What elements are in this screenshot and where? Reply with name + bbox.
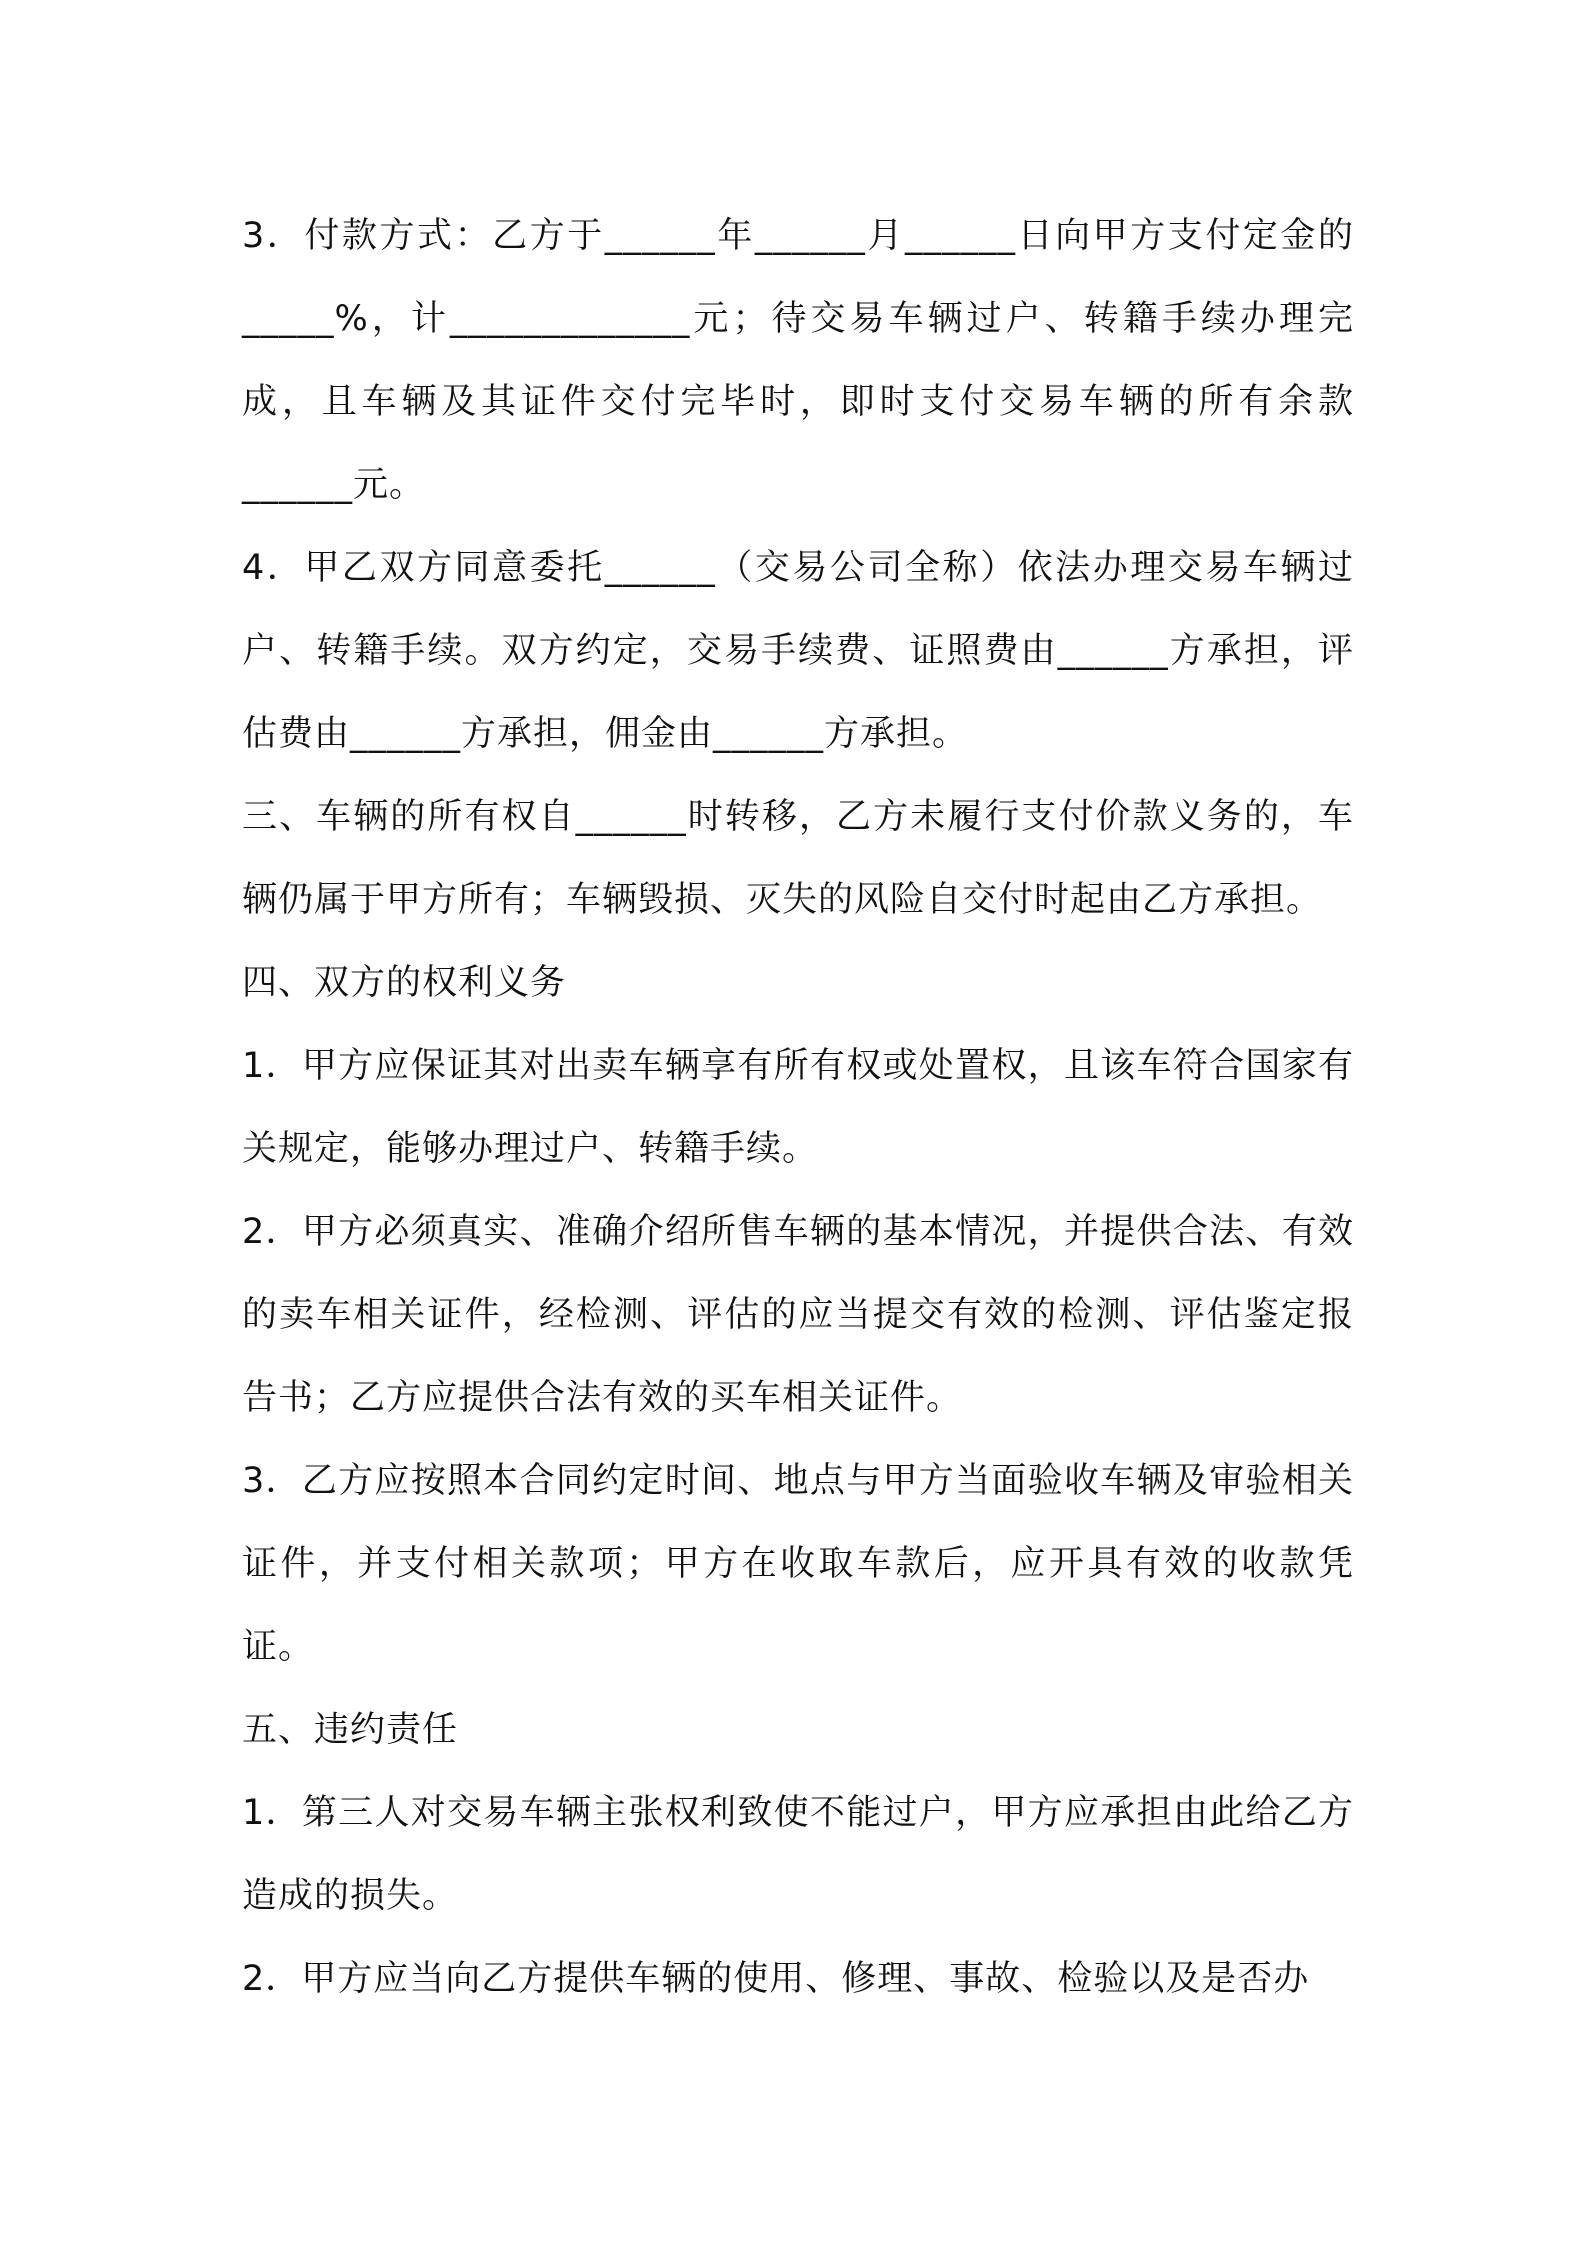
clause-vehicle-history: 2．甲方应当向乙方提供车辆的使用、修理、事故、检验以及是否办 [242, 1959, 1310, 1999]
clause-transfer-agency: 4．甲乙双方同意委托______（交易公司全称）依法办理交易车辆过户、转籍手续。双方约定，交易手续费、证照费由______方承担，评估费由______方承担，佣金由______方承担。 [242, 548, 1354, 754]
document-body [242, 195, 1354, 2021]
clause-vehicle-disclosure: 2．甲方必须真实、准确介绍所售车辆的基本情况，并提供合法、有效的卖车相关证件，经检测、评估的应当提交有效的检测、评估鉴定报告书；乙方应提供合法有效的买车相关证件。 [242, 1212, 1354, 1418]
clause-third-party-claims: 1．第三人对交易车辆主张权利致使不能过户，甲方应承担由此给乙方造成的损失。 [242, 1793, 1354, 1916]
section-ownership-transfer: 三、车辆的所有权自______时转移，乙方未履行支付价款义务的，车辆仍属于甲方所有；车辆毁损、灭失的风险自交付时起由乙方承担。 [242, 797, 1354, 920]
clause-seller-ownership: 1．甲方应保证其对出卖车辆享有所有权或处置权，且该车符合国家有关规定，能够办理过户、转籍手续。 [242, 1046, 1354, 1169]
clause-payment-method: 3．付款方式：乙方于______年______月______日向甲方支付定金的_____%，计_____________元；待交易车辆过户、转籍手续办理完成，且车辆及其证件交付完毕时，即时支付交易车辆的所有余款______元。 [242, 216, 1354, 505]
section-heading-rights-obligations: 四、双方的权利义务 [242, 963, 567, 1003]
section-heading-liability: 五、违约责任 [242, 1710, 459, 1750]
clause-buyer-inspection: 3．乙方应按照本合同约定时间、地点与甲方当面验收车辆及审验相关证件，并支付相关款项；甲方在收取车款后，应开具有效的收款凭证。 [242, 1461, 1354, 1667]
